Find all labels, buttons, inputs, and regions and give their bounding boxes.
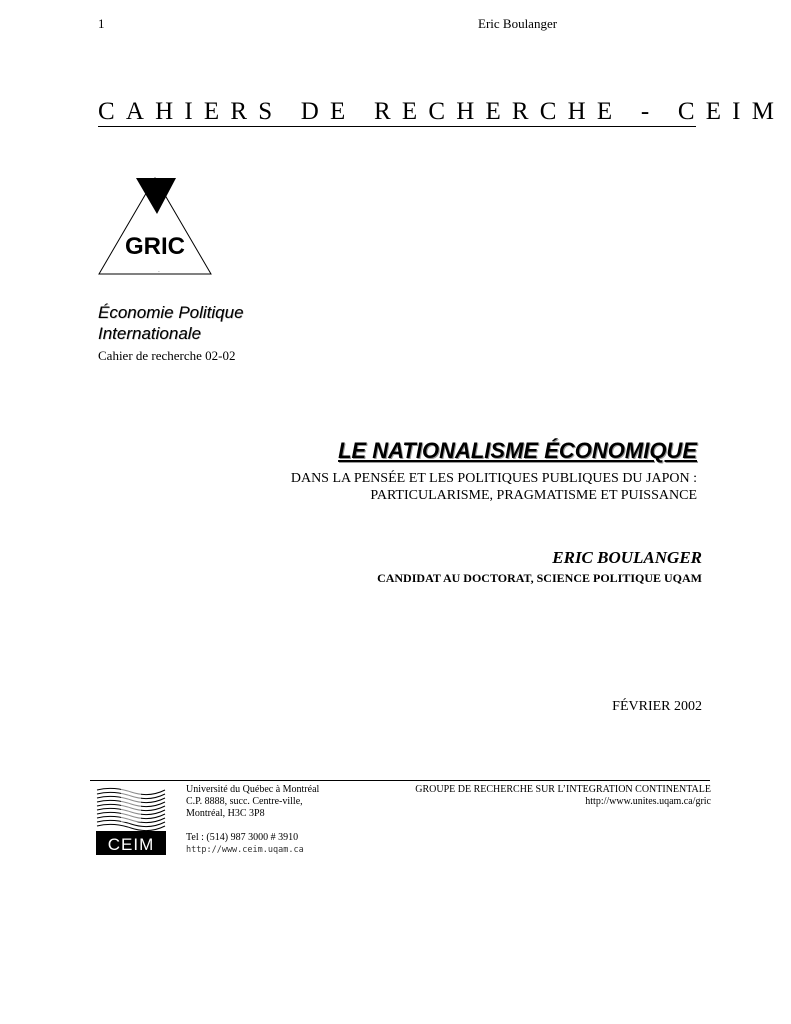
ceim-website-link[interactable]: http://www.ceim.uqam.ca xyxy=(186,845,304,855)
address-phone: Tel : (514) 987 3000 # 3910 xyxy=(186,832,299,843)
publication-date: FÉVRIER 2002 xyxy=(612,699,702,714)
document-subtitle xyxy=(291,470,697,504)
ceim-logo-highlight xyxy=(121,788,141,822)
gric-website-link[interactable]: http://www.unites.uqam.ca/gric xyxy=(585,796,711,807)
footer-rule xyxy=(90,780,710,781)
subtitle-line1: DANS LA PENSÉE ET LES POLITIQUES PUBLIQUES DU JAPON : xyxy=(290,471,697,486)
gric-logo-text: GRIC xyxy=(125,233,185,260)
field-name-line2: Internationale xyxy=(98,324,202,343)
series-title-rule xyxy=(98,126,696,127)
author-role: CANDIDAT AU DOCTORAT, SCIENCE POLITIQUE UQAM xyxy=(377,571,702,585)
field-name-line1: Économie Politique xyxy=(98,303,244,322)
ceim-logo xyxy=(95,784,167,856)
address-line2: C.P. 8888, succ. Centre-ville, xyxy=(186,796,303,807)
gric-triangle-logo xyxy=(96,174,214,280)
document-title: LE NATIONALISME ÉCONOMIQUE xyxy=(338,438,697,463)
field-name xyxy=(98,302,244,344)
subtitle-line2: PARTICULARISME, PRAGMATISME ET PUISSANCE xyxy=(370,488,697,503)
running-header-author: Eric Boulanger xyxy=(478,16,558,31)
page-number: 1 xyxy=(98,16,105,31)
series-title: CAHIERS DE RECHERCHE - CEIM xyxy=(98,98,786,125)
address-line1: Université du Québec à Montréal xyxy=(186,784,320,795)
group-name: GROUPE DE RECHERCHE SUR L’INTEGRATION CONTINENTALE xyxy=(415,784,711,795)
address-line3: Montréal, H3C 3P8 xyxy=(186,808,265,819)
footer-group xyxy=(415,784,711,808)
footer-address xyxy=(186,784,319,856)
cahier-number: Cahier de recherche 02-02 xyxy=(98,348,236,363)
author-name: ERIC BOULANGER xyxy=(552,548,702,567)
ceim-logo-text: CEIM xyxy=(107,835,155,854)
gric-logo-dot: . xyxy=(158,268,160,274)
